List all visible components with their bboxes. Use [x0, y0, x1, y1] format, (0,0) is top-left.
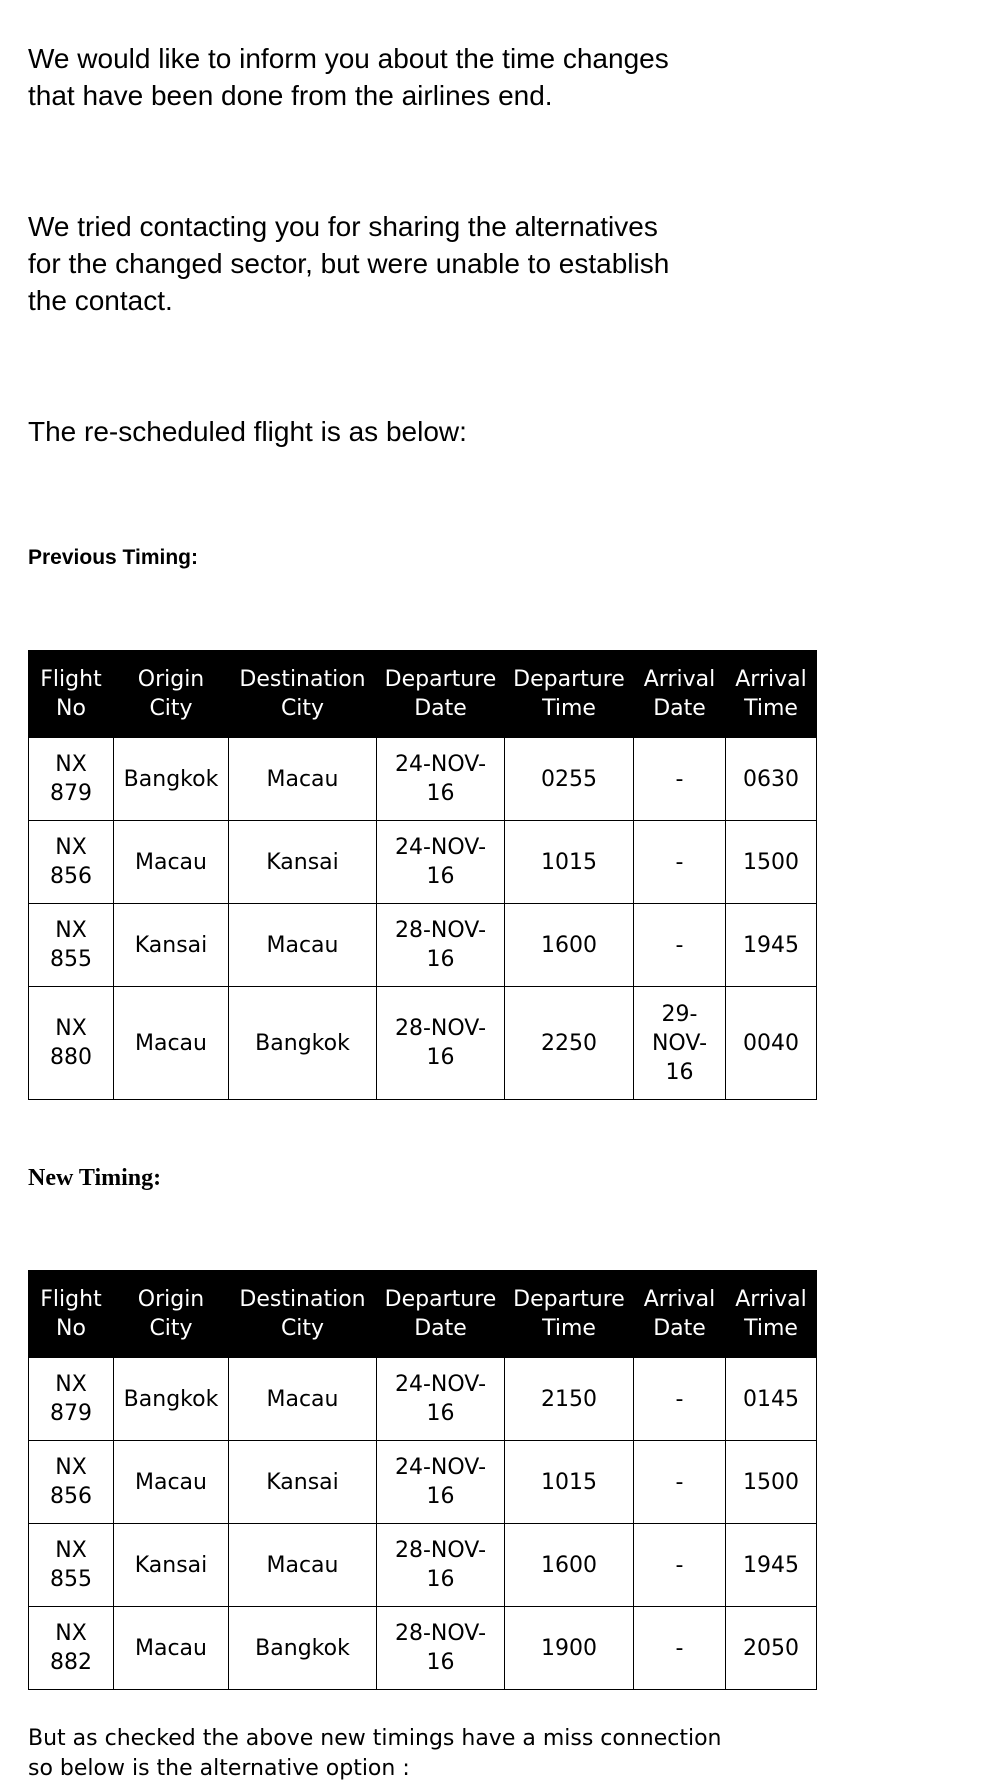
cell-departure-time: 1015 — [505, 821, 634, 904]
table-row — [29, 738, 817, 821]
cell-arrival-time: 2050 — [726, 1607, 817, 1690]
cell-arrival-time: 1500 — [726, 1441, 817, 1524]
cell-departure-date: 28-NOV-16 — [377, 1607, 505, 1690]
cell-origin-city: Macau — [114, 1607, 229, 1690]
previous-timing-heading: Previous Timing: — [28, 546, 198, 569]
missed-connection-note: But as checked the above new timings have a miss connection so below is the alternative option : — [28, 1726, 722, 1781]
cell-departure-date: 24-NOV-16 — [377, 1358, 505, 1441]
header-departure-date: Departure Date — [377, 1271, 505, 1358]
new-timing-heading: New Timing: — [28, 1165, 162, 1191]
header-arrival-date: Arrival Date — [634, 1271, 726, 1358]
header-arrival-time: Arrival Time — [726, 1271, 817, 1358]
header-flight-no: Flight No — [29, 1271, 114, 1358]
cell-destination-city: Macau — [229, 1524, 377, 1607]
cell-arrival-time: 0630 — [726, 738, 817, 821]
cell-arrival-date: - — [634, 738, 726, 821]
cell-flight-no: NX 879 — [29, 1358, 114, 1441]
cell-departure-time: 2150 — [505, 1358, 634, 1441]
cell-flight-no: NX 880 — [29, 987, 114, 1100]
cell-arrival-date: - — [634, 1358, 726, 1441]
table-row — [29, 1524, 817, 1607]
cell-flight-no: NX 855 — [29, 1524, 114, 1607]
header-departure-date: Departure Date — [377, 651, 505, 738]
table-row — [29, 1358, 817, 1441]
cell-origin-city: Kansai — [114, 1524, 229, 1607]
intro-paragraph-contact-attempt: We tried contacting you for sharing the alternatives for the changed sector, but were unable to establish the contact. — [28, 211, 670, 316]
header-destination-city: Destination City — [229, 1271, 377, 1358]
header-arrival-time: Arrival Time — [726, 651, 817, 738]
cell-destination-city: Macau — [229, 904, 377, 987]
table-row — [29, 1607, 817, 1690]
intro-paragraph-time-changes: We would like to inform you about the time changes that have been done from the airlines end. — [28, 43, 669, 111]
cell-departure-time: 1900 — [505, 1607, 634, 1690]
header-arrival-date: Arrival Date — [634, 651, 726, 738]
cell-destination-city: Kansai — [229, 1441, 377, 1524]
cell-flight-no: NX 855 — [29, 904, 114, 987]
cell-arrival-time: 0145 — [726, 1358, 817, 1441]
cell-flight-no: NX 882 — [29, 1607, 114, 1690]
cell-departure-date: 28-NOV-16 — [377, 987, 505, 1100]
cell-destination-city: Macau — [229, 738, 377, 821]
table-row — [29, 821, 817, 904]
header-departure-time: Departure Time — [505, 651, 634, 738]
cell-arrival-date: 29-NOV-16 — [634, 987, 726, 1100]
table-row — [29, 1441, 817, 1524]
cell-origin-city: Bangkok — [114, 1358, 229, 1441]
cell-arrival-time: 0040 — [726, 987, 817, 1100]
cell-arrival-time: 1945 — [726, 1524, 817, 1607]
cell-departure-time: 1600 — [505, 1524, 634, 1607]
cell-origin-city: Kansai — [114, 904, 229, 987]
table-row — [29, 904, 817, 987]
header-origin-city: Origin City — [114, 1271, 229, 1358]
cell-arrival-date: - — [634, 821, 726, 904]
cell-flight-no: NX 879 — [29, 738, 114, 821]
cell-origin-city: Macau — [114, 821, 229, 904]
cell-departure-date: 28-NOV-16 — [377, 1524, 505, 1607]
cell-departure-time: 1015 — [505, 1441, 634, 1524]
intro-paragraph-rescheduled: The re-scheduled flight is as below: — [28, 416, 467, 447]
cell-arrival-date: - — [634, 1524, 726, 1607]
cell-departure-time: 1600 — [505, 904, 634, 987]
previous-timing-table — [28, 650, 817, 1100]
header-origin-city: Origin City — [114, 651, 229, 738]
header-flight-no: Flight No — [29, 651, 114, 738]
cell-destination-city: Kansai — [229, 821, 377, 904]
cell-arrival-date: - — [634, 904, 726, 987]
cell-origin-city: Bangkok — [114, 738, 229, 821]
new-timing-table — [28, 1270, 817, 1690]
cell-arrival-time: 1500 — [726, 821, 817, 904]
cell-arrival-date: - — [634, 1441, 726, 1524]
cell-departure-time: 0255 — [505, 738, 634, 821]
cell-departure-time: 2250 — [505, 987, 634, 1100]
cell-destination-city: Bangkok — [229, 1607, 377, 1690]
cell-origin-city: Macau — [114, 987, 229, 1100]
cell-destination-city: Bangkok — [229, 987, 377, 1100]
cell-departure-date: 24-NOV-16 — [377, 738, 505, 821]
cell-origin-city: Macau — [114, 1441, 229, 1524]
cell-flight-no: NX 856 — [29, 1441, 114, 1524]
table-header-row — [29, 651, 817, 738]
cell-departure-date: 24-NOV-16 — [377, 821, 505, 904]
cell-arrival-time: 1945 — [726, 904, 817, 987]
cell-arrival-date: - — [634, 1607, 726, 1690]
cell-flight-no: NX 856 — [29, 821, 114, 904]
cell-departure-date: 28-NOV-16 — [377, 904, 505, 987]
header-destination-city: Destination City — [229, 651, 377, 738]
table-row — [29, 987, 817, 1100]
cell-departure-date: 24-NOV-16 — [377, 1441, 505, 1524]
header-departure-time: Departure Time — [505, 1271, 634, 1358]
table-header-row — [29, 1271, 817, 1358]
cell-destination-city: Macau — [229, 1358, 377, 1441]
